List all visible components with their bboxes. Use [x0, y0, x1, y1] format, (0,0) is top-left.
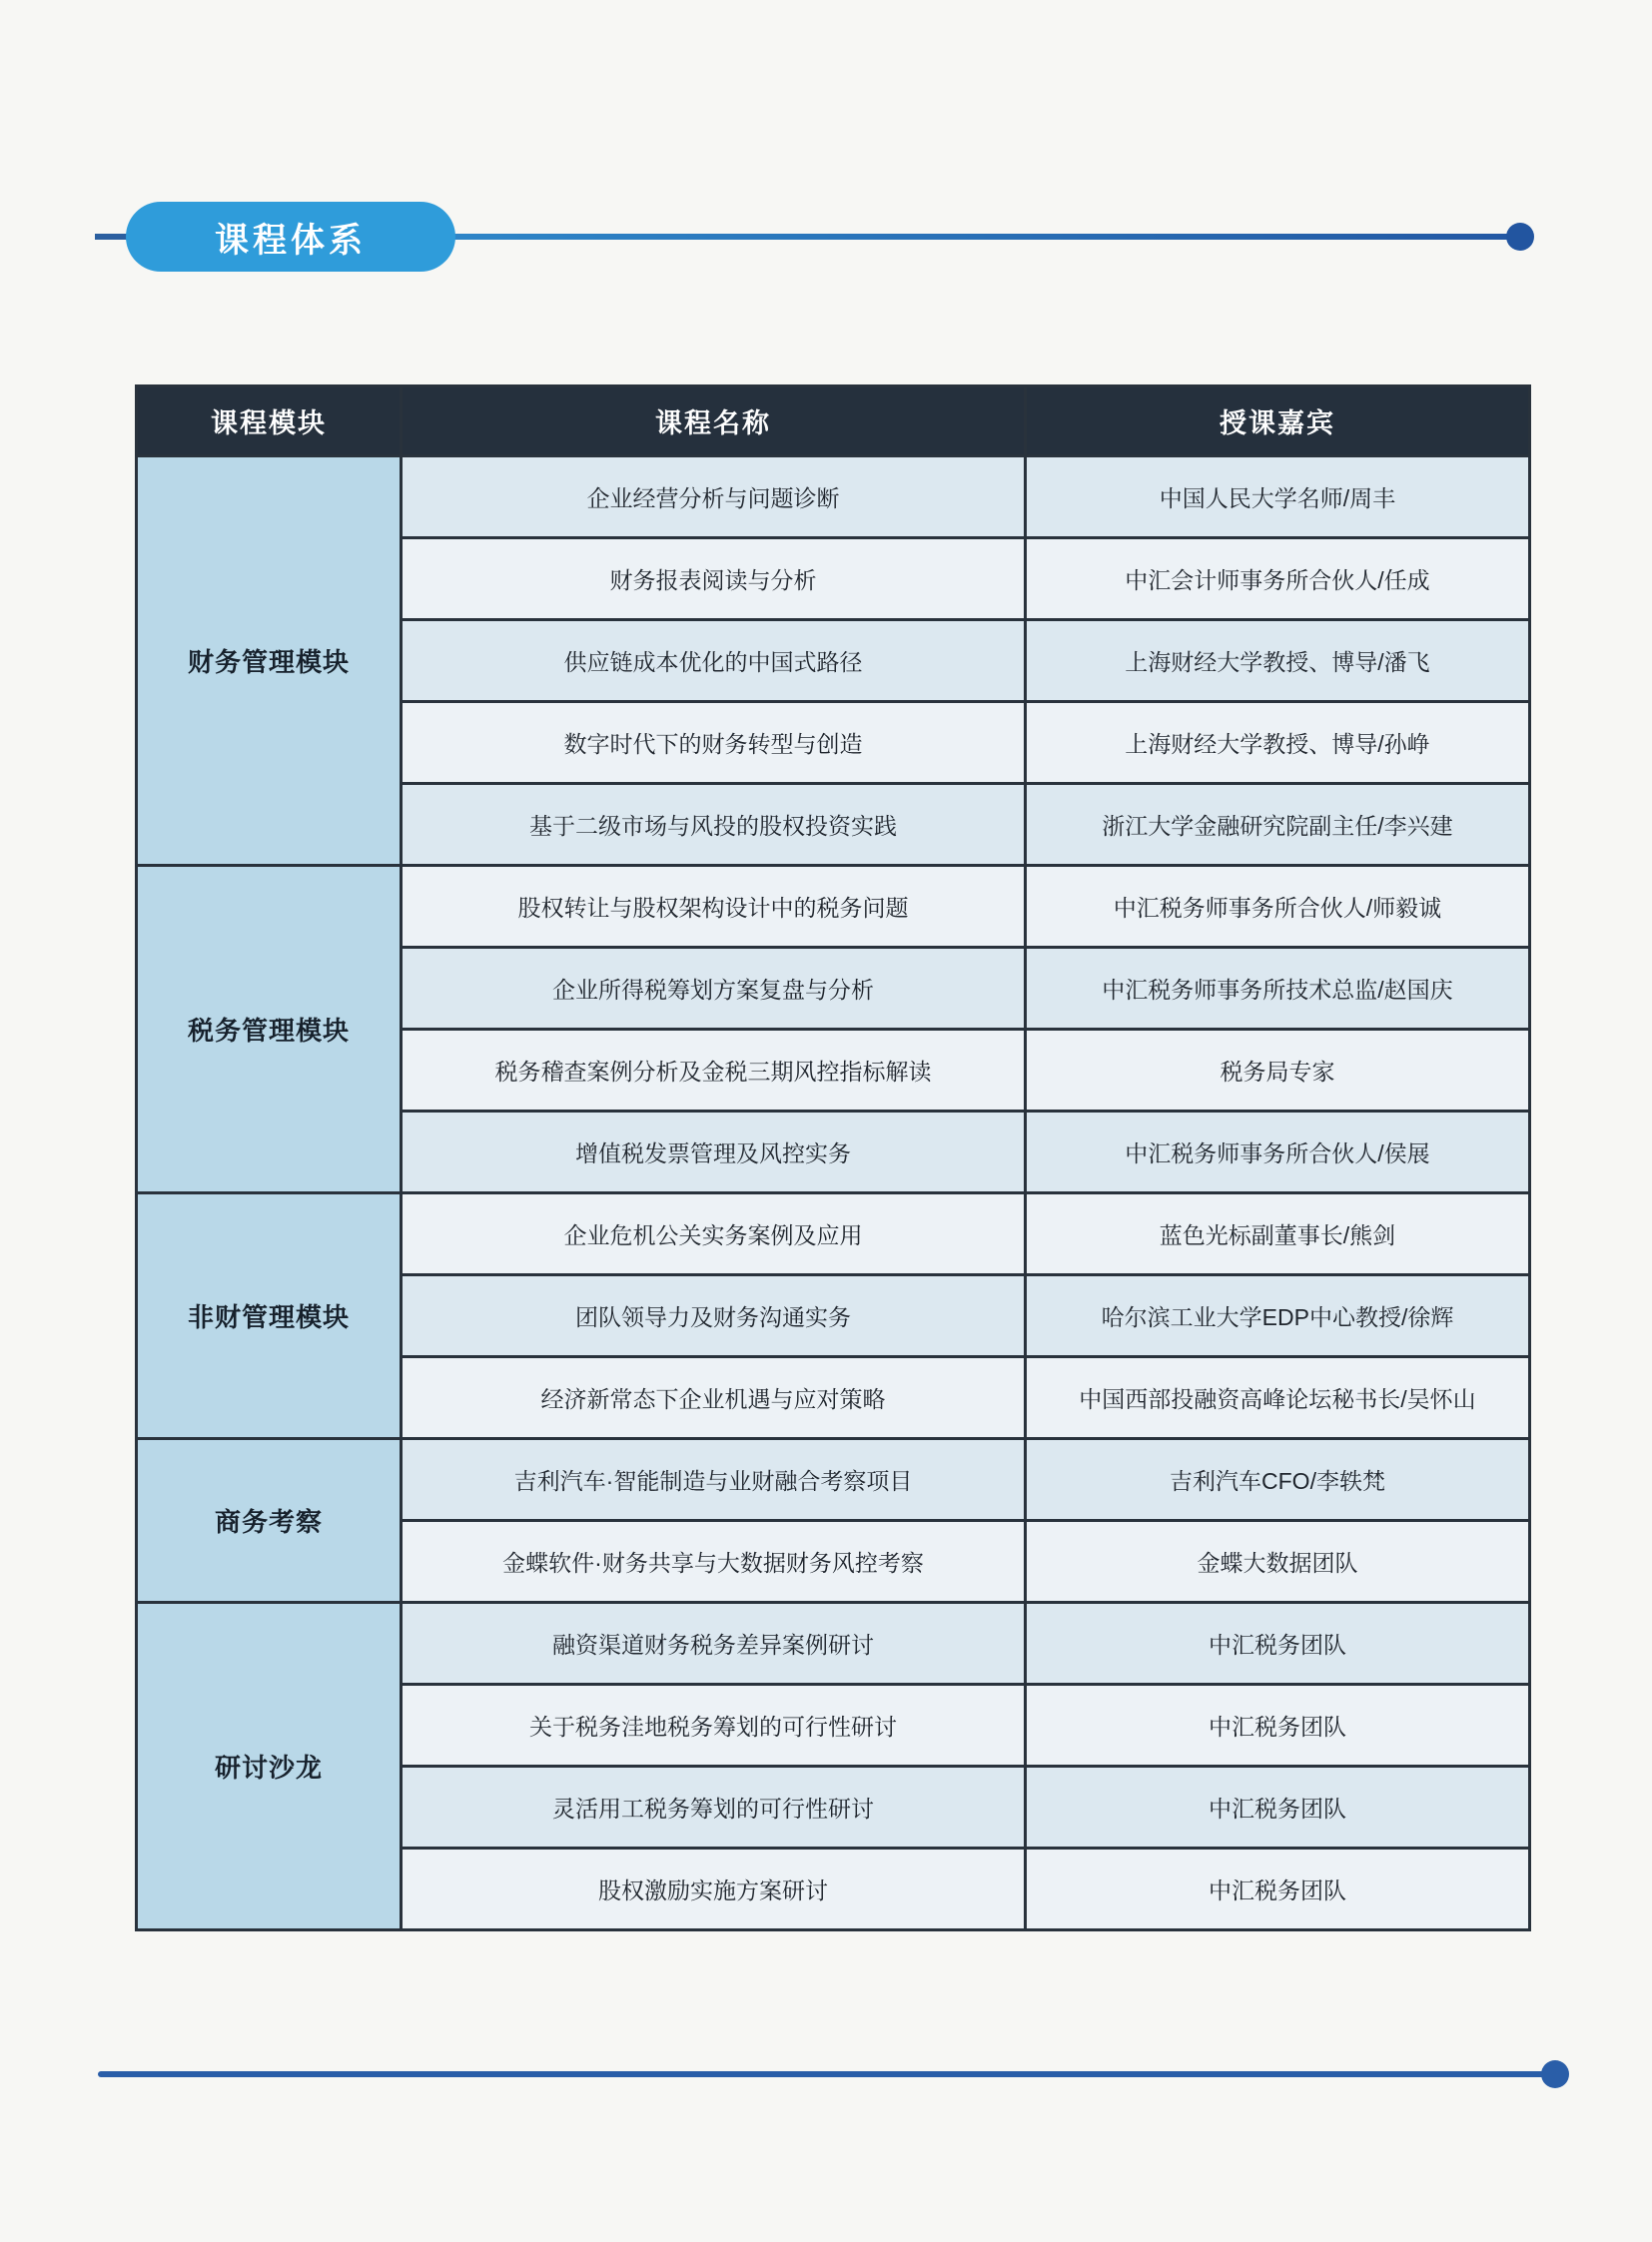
course-table-container [135, 384, 1528, 1931]
course-cell: 企业危机公关实务案例及应用 [402, 1193, 1026, 1275]
guest-cell: 中汇税务团队 [1026, 1603, 1530, 1685]
guest-cell: 税务局专家 [1026, 1030, 1530, 1112]
module-cell: 商务考察 [137, 1439, 402, 1603]
table-row [137, 456, 1530, 538]
footer-rule-line [98, 2071, 1556, 2077]
column-header-guest: 授课嘉宾 [1026, 386, 1530, 456]
guest-cell: 上海财经大学教授、博导/潘飞 [1026, 620, 1530, 702]
guest-cell: 中汇税务师事务所技术总监/赵国庆 [1026, 948, 1530, 1030]
course-cell: 企业经营分析与问题诊断 [402, 456, 1026, 538]
table-header-row [137, 386, 1530, 456]
guest-cell: 中国西部投融资高峰论坛秘书长/吴怀山 [1026, 1357, 1530, 1439]
course-cell: 股权激励实施方案研讨 [402, 1849, 1026, 1930]
module-cell: 税务管理模块 [137, 866, 402, 1193]
header-rule-line [439, 234, 1513, 240]
course-table-body [137, 456, 1530, 1930]
table-row [137, 1603, 1530, 1685]
footer-rule-dot [1541, 2060, 1569, 2088]
module-cell: 研讨沙龙 [137, 1603, 402, 1930]
course-cell: 吉利汽车·智能制造与业财融合考察项目 [402, 1439, 1026, 1521]
course-cell: 增值税发票管理及风控实务 [402, 1112, 1026, 1193]
section-title-badge [126, 202, 455, 272]
guest-cell: 哈尔滨工业大学EDP中心教授/徐辉 [1026, 1275, 1530, 1357]
course-cell: 关于税务洼地税务筹划的可行性研讨 [402, 1685, 1026, 1767]
course-cell: 金蝶软件·财务共享与大数据财务风控考察 [402, 1521, 1026, 1603]
guest-cell: 中汇会计师事务所合伙人/任成 [1026, 538, 1530, 620]
course-cell: 数字时代下的财务转型与创造 [402, 702, 1026, 784]
table-row [137, 1193, 1530, 1275]
table-row [137, 866, 1530, 948]
course-cell: 基于二级市场与风投的股权投资实践 [402, 784, 1026, 866]
column-header-module: 课程模块 [137, 386, 402, 456]
course-cell: 灵活用工税务筹划的可行性研讨 [402, 1767, 1026, 1849]
guest-cell: 浙江大学金融研究院副主任/李兴建 [1026, 784, 1530, 866]
guest-cell: 中汇税务团队 [1026, 1685, 1530, 1767]
course-table [135, 384, 1531, 1931]
course-cell: 经济新常态下企业机遇与应对策略 [402, 1357, 1026, 1439]
module-cell: 非财管理模块 [137, 1193, 402, 1439]
guest-cell: 中汇税务师事务所合伙人/师毅诚 [1026, 866, 1530, 948]
course-cell: 财务报表阅读与分析 [402, 538, 1026, 620]
course-cell: 税务稽查案例分析及金税三期风控指标解读 [402, 1030, 1026, 1112]
section-title: 课程体系 [215, 221, 367, 260]
guest-cell: 中汇税务师事务所合伙人/侯展 [1026, 1112, 1530, 1193]
header-rule-dot [1506, 223, 1534, 251]
course-cell: 团队领导力及财务沟通实务 [402, 1275, 1026, 1357]
module-cell: 财务管理模块 [137, 456, 402, 866]
guest-cell: 中国人民大学名师/周丰 [1026, 456, 1530, 538]
column-header-course: 课程名称 [402, 386, 1026, 456]
guest-cell: 吉利汽车CFO/李轶梵 [1026, 1439, 1530, 1521]
course-cell: 供应链成本优化的中国式路径 [402, 620, 1026, 702]
guest-cell: 蓝色光标副董事长/熊剑 [1026, 1193, 1530, 1275]
course-cell: 股权转让与股权架构设计中的税务问题 [402, 866, 1026, 948]
course-cell: 融资渠道财务税务差异案例研讨 [402, 1603, 1026, 1685]
course-cell: 企业所得税筹划方案复盘与分析 [402, 948, 1026, 1030]
guest-cell: 中汇税务团队 [1026, 1849, 1530, 1930]
table-row [137, 1439, 1530, 1521]
guest-cell: 上海财经大学教授、博导/孙峥 [1026, 702, 1530, 784]
guest-cell: 金蝶大数据团队 [1026, 1521, 1530, 1603]
guest-cell: 中汇税务团队 [1026, 1767, 1530, 1849]
